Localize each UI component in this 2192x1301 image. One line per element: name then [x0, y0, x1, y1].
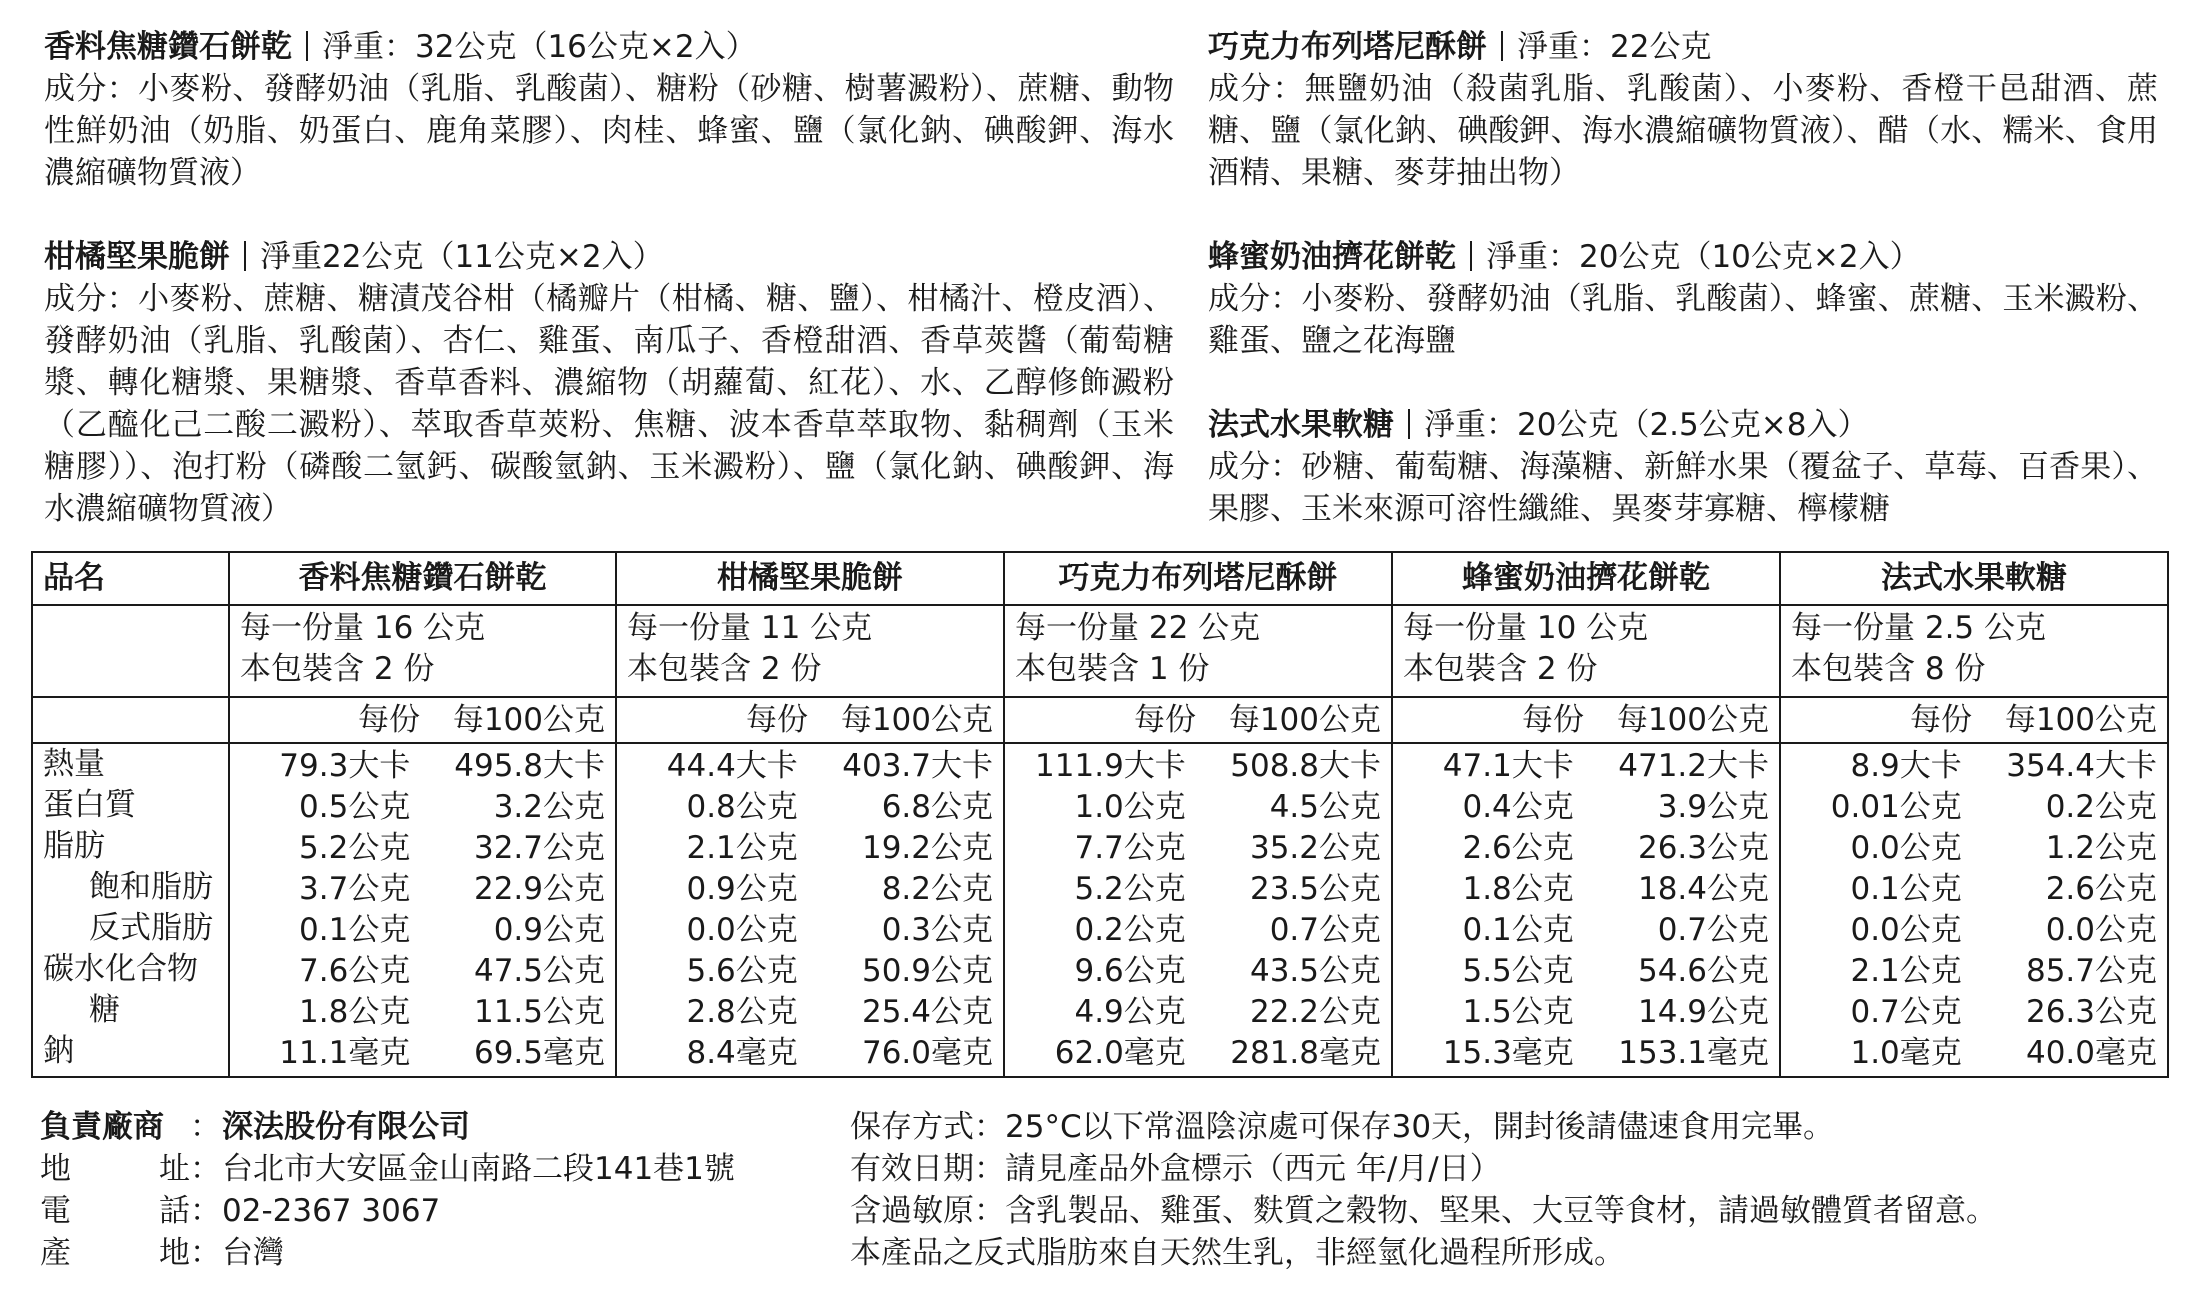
per-serving-value: 62.0毫克: [1054, 1035, 1186, 1071]
per-serving-value: 5.5公克: [1462, 953, 1574, 989]
nutrient-name: 反式脂肪: [89, 910, 213, 946]
per-serving-value: 5.6公克: [686, 953, 798, 989]
nutrient-names-cell: [32, 743, 229, 1077]
nutrient-name: 熱量: [43, 746, 105, 782]
info-row: [40, 1148, 735, 1190]
info-label: 負責廠商: [40, 1109, 164, 1145]
per-100g-value: 11.5公克: [473, 994, 605, 1030]
product-title: [44, 26, 1174, 68]
product-ingredients: 成分：小麥粉、蔗糖、糖漬茂谷柑（橘瓣片（柑橘、糖、鹽）、柑橘汁、橙皮酒）、發酵奶油（乳脂、乳酸菌）、杏仁、雞蛋、南瓜子、香橙甜酒、香草莢醬（葡萄糖漿、轉化糖漿、果糖漿、香草香料、濃縮物（胡蘿蔔、紅花）、水、乙醇修飾澱粉（乙醯化己二酸二澱粉）、萃取香草莢粉、焦糖、波本香草萃取物、黏稠劑（玉米糖膠））、泡打粉（磷酸二氫鈣、碳酸氫鈉、玉米澱粉）、鹽（氯化鈉、碘酸鉀、海水濃縮礦物質液）: [44, 281, 1174, 527]
per-serving-value: 111.9大卡: [1035, 748, 1186, 784]
per-100g-value: 4.5公克: [1269, 789, 1381, 825]
info-label: 地 址: [40, 1151, 190, 1187]
per-serving-value: 0.1公克: [1850, 871, 1962, 907]
per-serving-value: 11.1毫克: [279, 1035, 411, 1071]
per-serving-value: 7.7公克: [1074, 830, 1186, 866]
per-100g-column: [1574, 746, 1769, 1074]
allergen-note: 含過敏原：含乳製品、雞蛋、麩質之穀物、堅果、大豆等食材，請過敏體質者留意。: [850, 1193, 1997, 1229]
header-label: 品名: [32, 552, 229, 605]
per-serving-value: 7.6公克: [299, 953, 411, 989]
per-serving-value: 0.9公克: [686, 871, 798, 907]
per-serving-value: 1.0毫克: [1850, 1035, 1962, 1071]
serving-cell: [229, 605, 616, 697]
per-serving-value: 5.2公克: [1074, 871, 1186, 907]
per-100g-value: 40.0毫克: [2025, 1035, 2157, 1071]
column-header: 巧克力布列塔尼酥餅: [1004, 552, 1392, 605]
per-100g-value: 47.5公克: [473, 953, 605, 989]
product-weight: 淨重：20公克（10公克×2入）: [1486, 239, 1921, 275]
per-serving-value: 0.5公克: [299, 789, 411, 825]
per-100g-value: 153.1毫克: [1618, 1035, 1769, 1071]
per-serving-value: 0.0公克: [1850, 912, 1962, 948]
per-serving-value: 1.0公克: [1074, 789, 1186, 825]
serving-size: 每一份量 16 公克: [240, 610, 486, 646]
per-100g-value: 3.2公克: [493, 789, 605, 825]
per-serving-value: 2.6公克: [1462, 830, 1574, 866]
trans-fat-note: 本產品之反式脂肪來自天然生乳，非經氫化過程所形成。: [850, 1235, 1625, 1271]
unit-row: [32, 697, 2168, 743]
divider: [244, 241, 246, 271]
product-weight: 淨重：20公克（2.5公克×8入）: [1424, 407, 1869, 443]
column-header: 香料焦糖鑽石餅乾: [229, 552, 616, 605]
nutrition-table: [31, 551, 2169, 1078]
product-block: [1208, 404, 2158, 530]
per-100g-value: 0.7公克: [1657, 912, 1769, 948]
per-100g-value: 0.0公克: [2045, 912, 2157, 948]
product-title: [1208, 26, 2158, 68]
per-100g-value: 8.2公克: [881, 871, 993, 907]
values-cell: [616, 743, 1004, 1077]
per-100g-value: 22.2公克: [1249, 994, 1381, 1030]
per-100g-value: 76.0毫克: [861, 1035, 993, 1071]
unit-cell: [1780, 697, 2168, 743]
per-serving-value: 2.8公克: [686, 994, 798, 1030]
per-100g-value: 1.2公克: [2045, 830, 2157, 866]
per-100g-column: [1962, 746, 2157, 1074]
per-100g-column: [798, 746, 993, 1074]
nutrient-name: 鈉: [43, 1033, 74, 1069]
per-serving-value: 2.1公克: [686, 830, 798, 866]
nutrient-name: 糖: [89, 992, 120, 1028]
values-cell: [1780, 743, 2168, 1077]
product-block: [1208, 236, 2158, 362]
servings-per-pack: 本包裝含 2 份: [627, 651, 822, 687]
per-100g-label: 每100公克: [1228, 701, 1381, 738]
colon: ：: [190, 1109, 221, 1145]
per-100g-value: 14.9公克: [1637, 994, 1769, 1030]
servings-per-pack: 本包裝含 8 份: [1791, 651, 1986, 687]
nutrient-name: 脂肪: [43, 828, 105, 864]
per-100g-value: 0.9公克: [493, 912, 605, 948]
per-100g-value: 25.4公克: [861, 994, 993, 1030]
product-weight: 淨重：32公克（16公克×2入）: [322, 29, 757, 65]
per-serving-value: 0.1公克: [299, 912, 411, 948]
per-serving-column: [240, 746, 410, 1074]
info-row: [40, 1190, 735, 1232]
info-value: 台灣: [222, 1235, 284, 1271]
expiry-date-note: 有效日期：請見產品外盒標示（西元 年/月/日）: [850, 1151, 1501, 1187]
divider: [306, 31, 308, 61]
info-label: 產 地: [40, 1235, 190, 1271]
colon: ：: [190, 1193, 221, 1229]
info-row: [40, 1232, 735, 1274]
serving-size: 每一份量 11 公克: [627, 610, 873, 646]
per-100g-value: 354.4大卡: [2006, 748, 2157, 784]
per-serving-value: 0.2公克: [1074, 912, 1186, 948]
product-ingredients: 成分：小麥粉、發酵奶油（乳脂、乳酸菌）、蜂蜜、蔗糖、玉米澱粉、雞蛋、鹽之花海鹽: [1208, 281, 2158, 359]
per-serving-value: 0.0公克: [1850, 830, 1962, 866]
info-value: 深法股份有限公司: [222, 1109, 470, 1145]
product-ingredients: 成分：砂糖、葡萄糖、海藻糖、新鮮水果（覆盆子、草莓、百香果）、果膠、玉米來源可溶性纖維、異麥芽寡糖、檸檬糖: [1208, 449, 2158, 527]
per-serving-label: 每份: [1522, 701, 1584, 738]
per-serving-value: 4.9公克: [1074, 994, 1186, 1030]
per-serving-value: 0.8公克: [686, 789, 798, 825]
per-serving-column: [1791, 746, 1962, 1074]
storage-notes: [850, 1106, 1997, 1274]
info-row: [40, 1106, 735, 1148]
per-serving-column: [627, 746, 798, 1074]
product-weight: 淨重22公克（11公克×2入）: [260, 239, 664, 275]
per-serving-value: 3.7公克: [299, 871, 411, 907]
per-100g-value: 495.8大卡: [454, 748, 605, 784]
product-name: 柑橘堅果脆餅: [44, 239, 230, 275]
product-name: 香料焦糖鑽石餅乾: [44, 29, 292, 65]
empty-cell: [32, 697, 229, 743]
info-label: 電 話: [40, 1193, 190, 1229]
colon: ：: [190, 1151, 221, 1187]
per-100g-label: 每100公克: [840, 701, 993, 738]
per-serving-value: 15.3毫克: [1442, 1035, 1574, 1071]
colon: ：: [190, 1235, 221, 1271]
serving-size: 每一份量 2.5 公克: [1791, 610, 2047, 646]
serving-cell: [1004, 605, 1392, 697]
per-100g-value: 69.5毫克: [473, 1035, 605, 1071]
per-100g-value: 26.3公克: [2025, 994, 2157, 1030]
per-100g-value: 2.6公克: [2045, 871, 2157, 907]
per-100g-column: [1186, 746, 1381, 1074]
per-100g-label: 每100公克: [2004, 701, 2157, 738]
per-serving-value: 1.8公克: [1462, 871, 1574, 907]
per-100g-value: 35.2公克: [1249, 830, 1381, 866]
per-serving-value: 5.2公克: [299, 830, 411, 866]
per-100g-value: 0.7公克: [1269, 912, 1381, 948]
servings-per-pack: 本包裝含 1 份: [1015, 651, 1210, 687]
per-100g-value: 54.6公克: [1637, 953, 1769, 989]
column-header: 柑橘堅果脆餅: [616, 552, 1004, 605]
per-100g-value: 0.2公克: [2045, 789, 2157, 825]
per-serving-value: 0.01公克: [1830, 789, 1962, 825]
per-100g-label: 每100公克: [1616, 701, 1769, 738]
per-serving-label: 每份: [358, 701, 420, 738]
serving-cell: [1392, 605, 1780, 697]
per-serving-value: 44.4大卡: [666, 748, 798, 784]
per-100g-value: 18.4公克: [1637, 871, 1769, 907]
product-name: 蜂蜜奶油擠花餅乾: [1208, 239, 1456, 275]
info-value: 台北市大安區金山南路二段141巷1號: [222, 1151, 735, 1187]
per-serving-value: 8.4毫克: [686, 1035, 798, 1071]
per-serving-value: 2.1公克: [1850, 953, 1962, 989]
per-100g-value: 26.3公克: [1637, 830, 1769, 866]
info-value: 02-2367 3067: [222, 1193, 441, 1229]
serving-cell: [616, 605, 1004, 697]
serving-row: [32, 605, 2168, 697]
product-block: [44, 236, 1174, 530]
per-100g-label: 每100公克: [452, 701, 605, 738]
per-100g-value: 403.7大卡: [842, 748, 993, 784]
serving-cell: [1780, 605, 2168, 697]
storage-method: 保存方式：25°C以下常溫陰涼處可保存30天，開封後請儘速食用完畢。: [850, 1109, 1835, 1145]
per-100g-value: 508.8大卡: [1230, 748, 1381, 784]
ingredients-column-left: [44, 26, 1174, 572]
column-header: 蜂蜜奶油擠花餅乾: [1392, 552, 1780, 605]
product-weight: 淨重：22公克: [1517, 29, 1712, 65]
per-serving-value: 1.8公克: [299, 994, 411, 1030]
per-serving-value: 0.1公克: [1462, 912, 1574, 948]
per-serving-label: 每份: [746, 701, 808, 738]
per-100g-value: 85.7公克: [2025, 953, 2157, 989]
serving-size: 每一份量 22 公克: [1015, 610, 1261, 646]
ingredients-column-right: [1208, 26, 2158, 572]
per-100g-value: 0.3公克: [881, 912, 993, 948]
per-100g-value: 50.9公克: [861, 953, 993, 989]
unit-cell: [1392, 697, 1780, 743]
per-100g-column: [410, 746, 605, 1074]
product-name: 法式水果軟糖: [1208, 407, 1394, 443]
per-100g-value: 43.5公克: [1249, 953, 1381, 989]
product-title: [1208, 236, 2158, 278]
per-serving-value: 1.5公克: [1462, 994, 1574, 1030]
per-serving-column: [1015, 746, 1186, 1074]
product-ingredients: 成分：無鹽奶油（殺菌乳脂、乳酸菌）、小麥粉、香橙干邑甜酒、蔗糖、鹽（氯化鈉、碘酸鉀、海水濃縮礦物質液）、醋（水、糯米、食用酒精、果糖、麥芽抽出物）: [1208, 71, 2158, 191]
nutrient-name: 碳水化合物: [43, 951, 198, 987]
per-100g-value: 23.5公克: [1249, 871, 1381, 907]
per-100g-value: 471.2大卡: [1618, 748, 1769, 784]
per-serving-value: 47.1大卡: [1442, 748, 1574, 784]
per-100g-value: 281.8毫克: [1230, 1035, 1381, 1071]
column-header: 法式水果軟糖: [1780, 552, 2168, 605]
per-100g-value: 19.2公克: [861, 830, 993, 866]
per-serving-value: 8.9大卡: [1850, 748, 1962, 784]
servings-per-pack: 本包裝含 2 份: [1403, 651, 1598, 687]
product-name: 巧克力布列塔尼酥餅: [1208, 29, 1487, 65]
product-ingredients: 成分：小麥粉、發酵奶油（乳脂、乳酸菌）、糖粉（砂糖、樹薯澱粉）、蔗糖、動物性鮮奶油（奶脂、奶蛋白、鹿角菜膠）、肉桂、蜂蜜、鹽（氯化鈉、碘酸鉀、海水濃縮礦物質液）: [44, 71, 1174, 191]
unit-cell: [1004, 697, 1392, 743]
per-serving-value: 0.7公克: [1850, 994, 1962, 1030]
per-100g-value: 6.8公克: [881, 789, 993, 825]
divider: [1470, 241, 1472, 271]
per-serving-value: 0.0公克: [686, 912, 798, 948]
product-title: [1208, 404, 2158, 446]
nutrient-name: 飽和脂肪: [89, 869, 213, 905]
per-100g-value: 22.9公克: [473, 871, 605, 907]
per-serving-column: [1403, 746, 1574, 1074]
per-serving-value: 9.6公克: [1074, 953, 1186, 989]
serving-size: 每一份量 10 公克: [1403, 610, 1649, 646]
divider: [1408, 409, 1410, 439]
per-serving-value: 0.4公克: [1462, 789, 1574, 825]
per-serving-label: 每份: [1910, 701, 1972, 738]
values-cell: [1004, 743, 1392, 1077]
divider: [1501, 31, 1503, 61]
nutrient-values-row: [32, 743, 2168, 1077]
servings-per-pack: 本包裝含 2 份: [240, 651, 435, 687]
unit-cell: [229, 697, 616, 743]
per-100g-value: 32.7公克: [473, 830, 605, 866]
product-block: [44, 26, 1174, 194]
unit-cell: [616, 697, 1004, 743]
manufacturer-info: [40, 1106, 735, 1274]
nutrient-name: 蛋白質: [43, 787, 136, 823]
empty-cell: [32, 605, 229, 697]
product-block: [1208, 26, 2158, 194]
per-serving-value: 79.3大卡: [279, 748, 411, 784]
per-serving-label: 每份: [1134, 701, 1196, 738]
values-cell: [1392, 743, 1780, 1077]
per-100g-value: 3.9公克: [1657, 789, 1769, 825]
product-title: [44, 236, 1174, 278]
table-header-row: [32, 552, 2168, 605]
values-cell: [229, 743, 616, 1077]
